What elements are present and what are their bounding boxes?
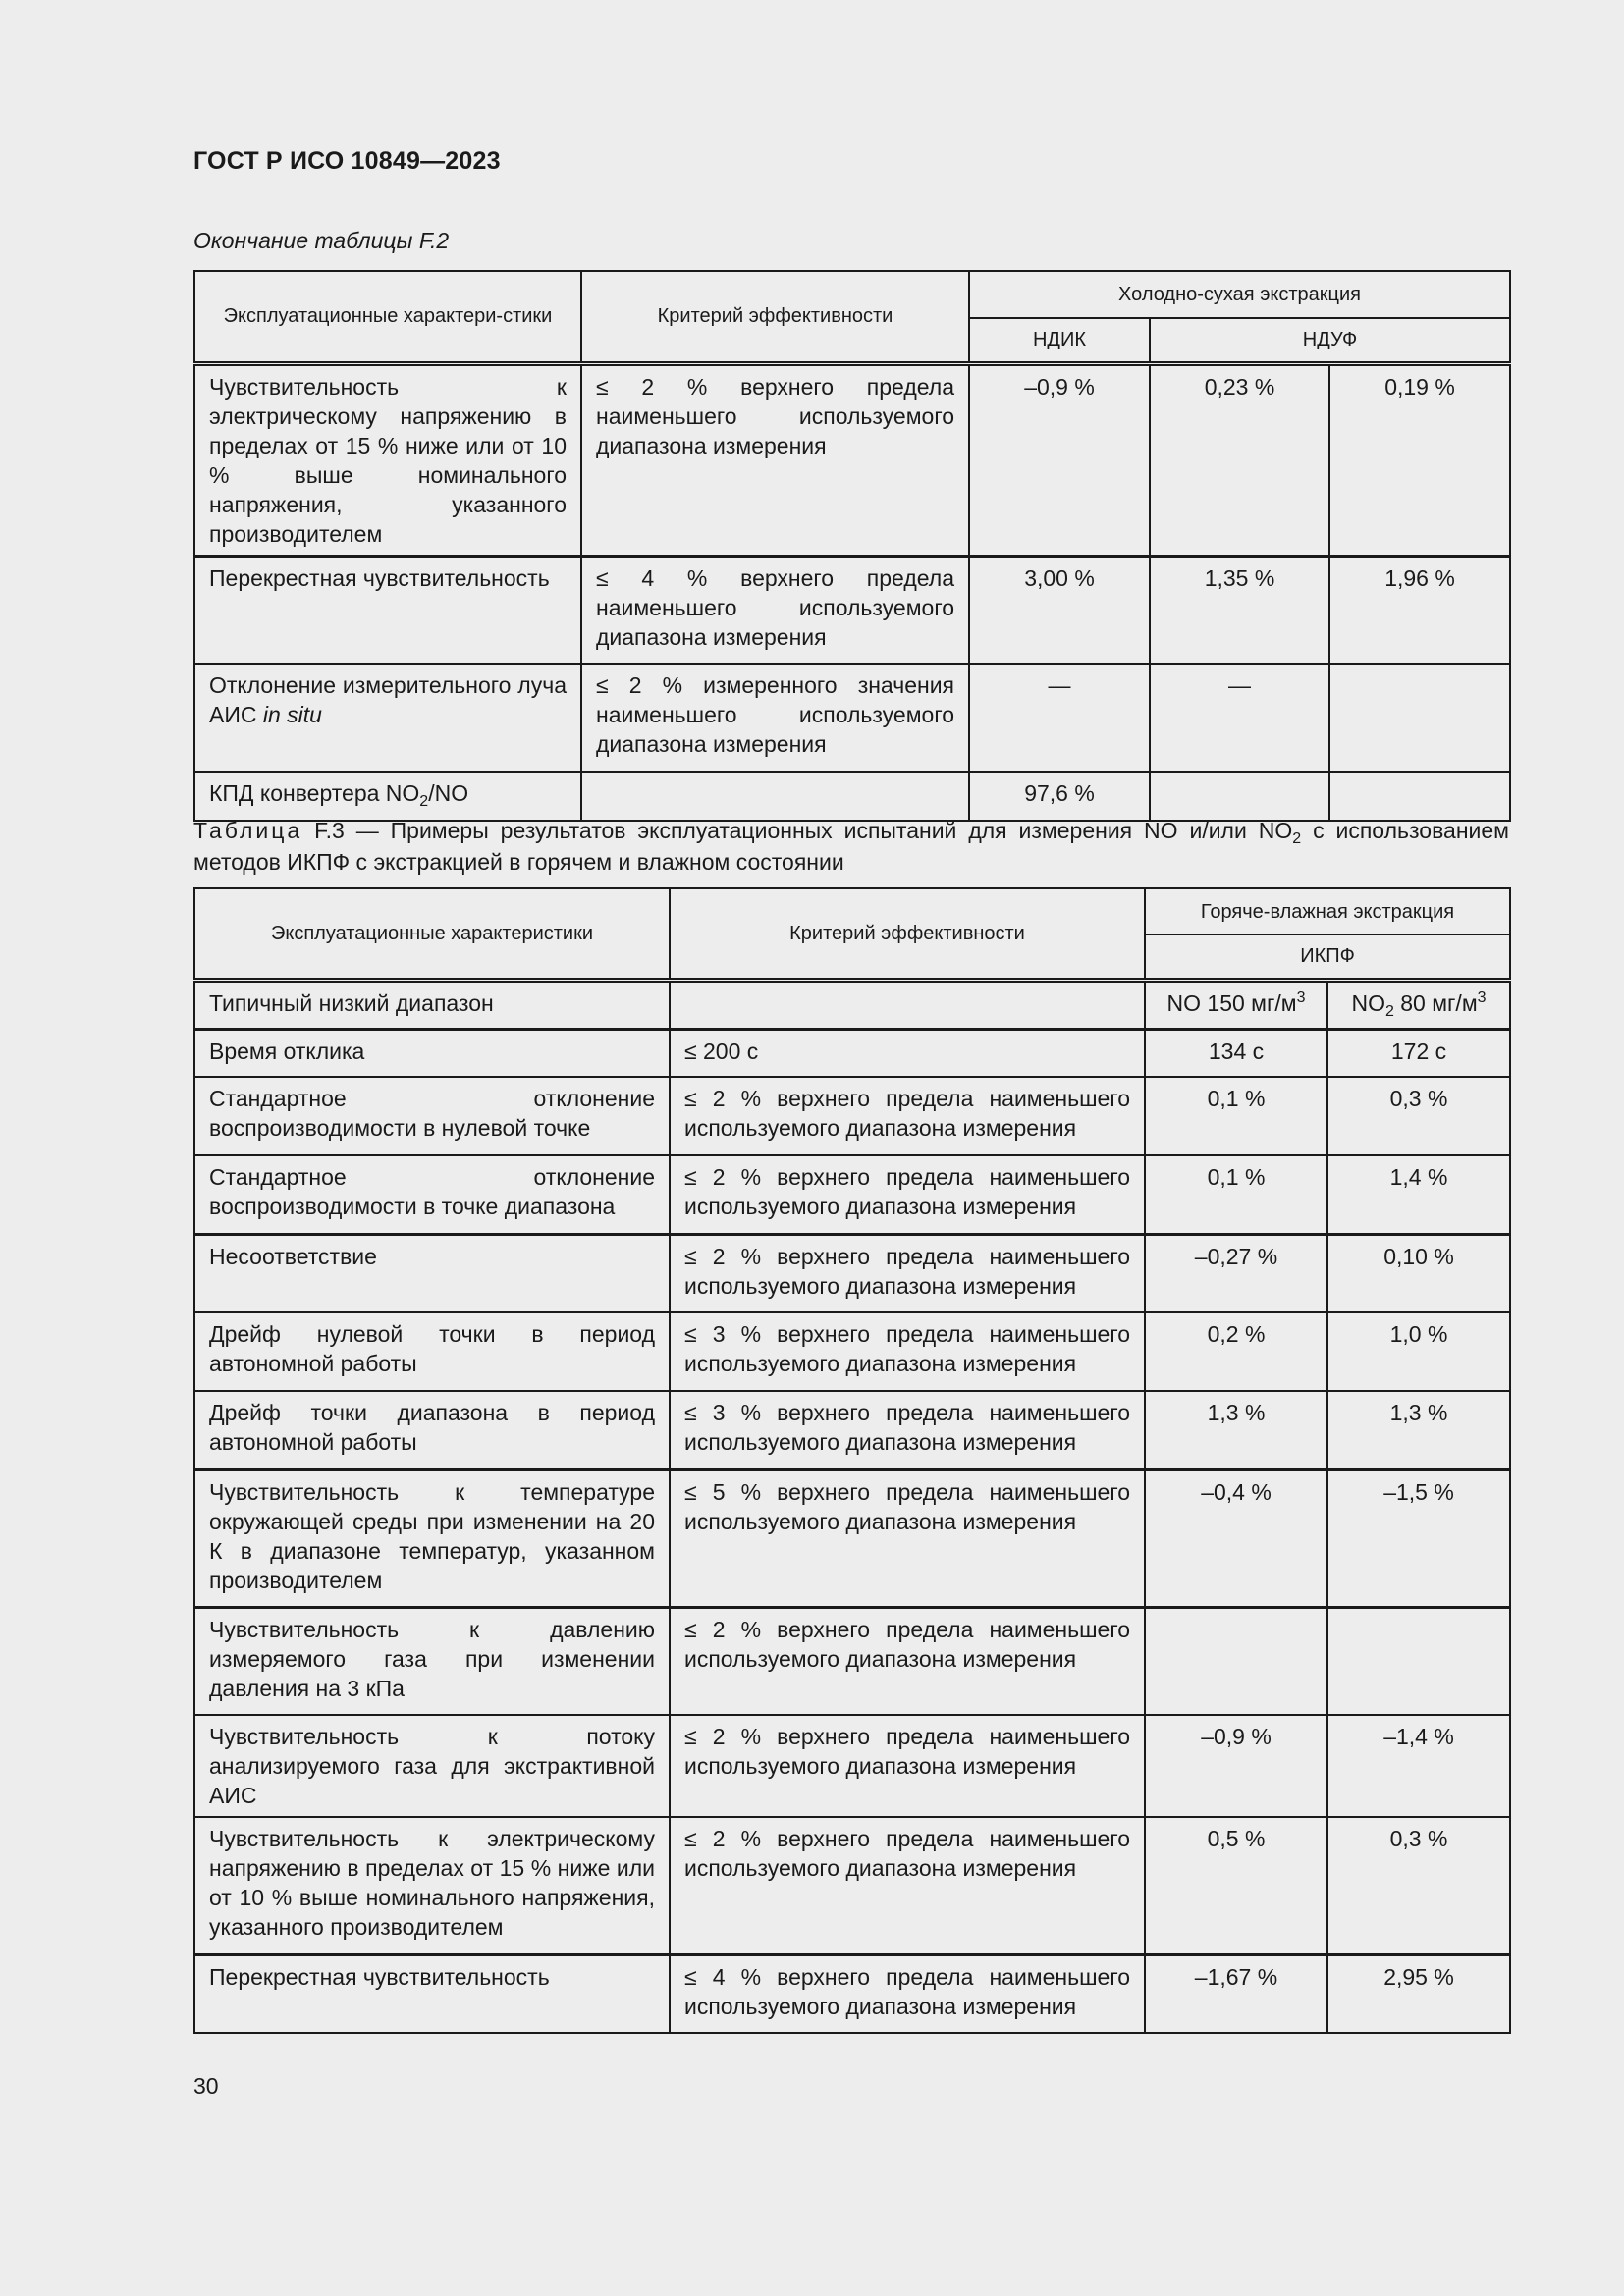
row-value: 0,1 % (1145, 1077, 1327, 1155)
row-value: –1,5 % (1327, 1469, 1510, 1607)
caption-text: F.3 — Примеры результатов эксплуатационных испытаний для измерения NO и/или NO (302, 818, 1293, 843)
page-number: 30 (193, 2073, 219, 2099)
row-value: –1,67 % (1145, 1954, 1327, 2033)
row-value (1145, 1607, 1327, 1715)
row-name: Время отклика (194, 1029, 670, 1077)
header-nduf: НДУФ (1150, 318, 1510, 363)
table-row (194, 664, 1510, 772)
subscript: 2 (1292, 830, 1302, 847)
row-value: –0,4 % (1145, 1469, 1327, 1607)
row-criterion: ≤ 2 % верхнего предела наименьшего используемого диапазона измерения (670, 1155, 1145, 1234)
table-label: Таблица (193, 818, 303, 843)
row-value: –0,9 % (1145, 1715, 1327, 1817)
row-criterion: ≤ 2 % верхнего предела наименьшего используемого диапазона измерения (670, 1817, 1145, 1954)
row-value: 0,3 % (1327, 1077, 1510, 1155)
row-criterion: ≤ 3 % верхнего предела наименьшего используемого диапазона измерения (670, 1391, 1145, 1469)
row-criterion: ≤ 2 % верхнего предела наименьшего используемого диапазона измерения (670, 1715, 1145, 1817)
row-criterion: ≤ 4 % верхнего предела наименьшего используемого диапазона измерения (581, 556, 969, 664)
table-row (194, 1469, 1510, 1607)
table-row (194, 1954, 1510, 2033)
row-value: 0,19 % (1329, 363, 1510, 556)
row-name: Стандартное отклонение воспроизводимости в точке диапазона (194, 1155, 670, 1234)
table-row (194, 1817, 1510, 1954)
table-f3 (193, 887, 1511, 2034)
subscript: 2 (419, 793, 429, 810)
row-value: 0,2 % (1145, 1312, 1327, 1391)
header-hot-wet-extraction: Горяче-влажная экстракция (1145, 888, 1510, 934)
header-ndik: НДИК (969, 318, 1150, 363)
superscript: 3 (1477, 988, 1487, 1006)
header-criterion: Критерий эффективности (670, 888, 1145, 980)
table-row (194, 1155, 1510, 1234)
row-name-text: КПД конвертера NO (209, 780, 420, 806)
row-criterion (670, 980, 1145, 1029)
row-value: 1,35 % (1150, 556, 1329, 664)
row-criterion: ≤ 2 % измеренного значения наименьшего используемого диапазона измерения (581, 664, 969, 772)
row-value: 1,0 % (1327, 1312, 1510, 1391)
row-criterion: ≤ 4 % верхнего предела наименьшего используемого диапазона измерения (670, 1954, 1145, 2033)
table-row (194, 363, 1510, 556)
row-value: 172 с (1327, 1029, 1510, 1077)
row-value (1329, 772, 1510, 821)
header-ikpf: ИКПФ (1145, 934, 1510, 980)
row-value: 0,5 % (1145, 1817, 1327, 1954)
row-value: — (969, 664, 1150, 772)
row-criterion: ≤ 2 % верхнего предела наименьшего используемого диапазона измерения (581, 363, 969, 556)
table-row (194, 556, 1510, 664)
row-name: Перекрестная чувствительность (194, 556, 581, 664)
row-value: –0,27 % (1145, 1234, 1327, 1312)
row-name: Чувствительность к электрическому напряжению в пределах от 15 % ниже или от 10 % выше номинального напряжения, указанного производителем (194, 363, 581, 556)
table-row (194, 1029, 1510, 1077)
range-no: NO 150 $мг/м^3$ (1145, 980, 1327, 1029)
row-name: Чувствительность к электрическому напряжению в пределах от 15 % ниже или от 10 % выше номинального напряжения, указанного производителем (194, 1817, 670, 1954)
row-criterion (581, 772, 969, 821)
row-value (1329, 664, 1510, 772)
row-name: Типичный низкий диапазон (194, 980, 670, 1029)
caption-text: с использованием методов ИКПФ с экстракцией в горячем и влажном состоянии (193, 818, 1509, 875)
row-criterion: ≤ 5 % верхнего предела наименьшего используемого диапазона измерения (670, 1469, 1145, 1607)
row-criterion: ≤ 3 % верхнего предела наименьшего используемого диапазона измерения (670, 1312, 1145, 1391)
table-row (194, 772, 1510, 821)
row-criterion: ≤ 2 % верхнего предела наименьшего используемого диапазона измерения (670, 1077, 1145, 1155)
header-characteristics: Эксплуатационные характери-стики (194, 271, 581, 363)
subscript: 2 (1384, 1002, 1394, 1020)
table-row (194, 1607, 1510, 1715)
table-f2-continuation (193, 270, 1511, 822)
row-name: Дрейф нулевой точки в период автономной работы (194, 1312, 670, 1391)
row-value: 1,3 % (1327, 1391, 1510, 1469)
row-name: Несоответствие (194, 1234, 670, 1312)
row-value: –0,9 % (969, 363, 1150, 556)
row-value: 0,10 % (1327, 1234, 1510, 1312)
table2-caption (193, 815, 1509, 878)
row-value: 0,3 % (1327, 1817, 1510, 1954)
row-name: Чувствительность к температуре окружающей среды при изменении на 20 К в диапазоне температур, указанном производителем (194, 1469, 670, 1607)
row-value (1327, 1607, 1510, 1715)
row-name: Чувствительность к потоку анализируемого газа для экстрактивной АИС (194, 1715, 670, 1817)
row-criterion: ≤ 2 % верхнего предела наименьшего используемого диапазона измерения (670, 1607, 1145, 1715)
row-name: Дрейф точки диапазона в период автономной работы (194, 1391, 670, 1469)
table-row (194, 980, 1510, 1029)
row-name: Чувствительность к давлению измеряемого газа при изменении давления на 3 кПа (194, 1607, 670, 1715)
row-name-italic: in situ (262, 702, 322, 727)
table-row (194, 1077, 1510, 1155)
row-name: Стандартное отклонение воспроизводимости в нулевой точке (194, 1077, 670, 1155)
row-value: 1,4 % (1327, 1155, 1510, 1234)
row-value: 0,23 % (1150, 363, 1329, 556)
row-value: 0,1 % (1145, 1155, 1327, 1234)
table1-caption: Окончание таблицы F.2 (193, 228, 450, 253)
row-name-text: Отклонение измерительного луча АИС (209, 672, 567, 727)
table-row (194, 1234, 1510, 1312)
row-name: Перекрестная чувствительность (194, 1954, 670, 2033)
table-row (194, 1312, 1510, 1391)
document-header: ГОСТ Р ИСО 10849—2023 (193, 147, 501, 175)
row-value: 134 с (1145, 1029, 1327, 1077)
row-value: 3,00 % (969, 556, 1150, 664)
table-row (194, 1715, 1510, 1817)
row-value: 1,3 % (1145, 1391, 1327, 1469)
row-value: 2,95 % (1327, 1954, 1510, 2033)
header-characteristics: Эксплуатационные характеристики (194, 888, 670, 980)
header-cold-dry-extraction: Холодно-сухая экстракция (969, 271, 1510, 318)
row-name (194, 772, 581, 821)
header-criterion: Критерий эффективности (581, 271, 969, 363)
row-criterion: ≤ 200 с (670, 1029, 1145, 1077)
row-value (1150, 772, 1329, 821)
row-name (194, 664, 581, 772)
row-criterion: ≤ 2 % верхнего предела наименьшего используемого диапазона измерения (670, 1234, 1145, 1312)
row-value: — (1150, 664, 1329, 772)
row-value: 1,96 % (1329, 556, 1510, 664)
superscript: 3 (1296, 988, 1306, 1006)
table-row (194, 1391, 1510, 1469)
row-value: –1,4 % (1327, 1715, 1510, 1817)
row-value: 97,6 % (969, 772, 1150, 821)
range-no2: $NO_2$ 80 $мг/м^3$ (1327, 980, 1510, 1029)
row-name-text: /NO (428, 780, 469, 806)
